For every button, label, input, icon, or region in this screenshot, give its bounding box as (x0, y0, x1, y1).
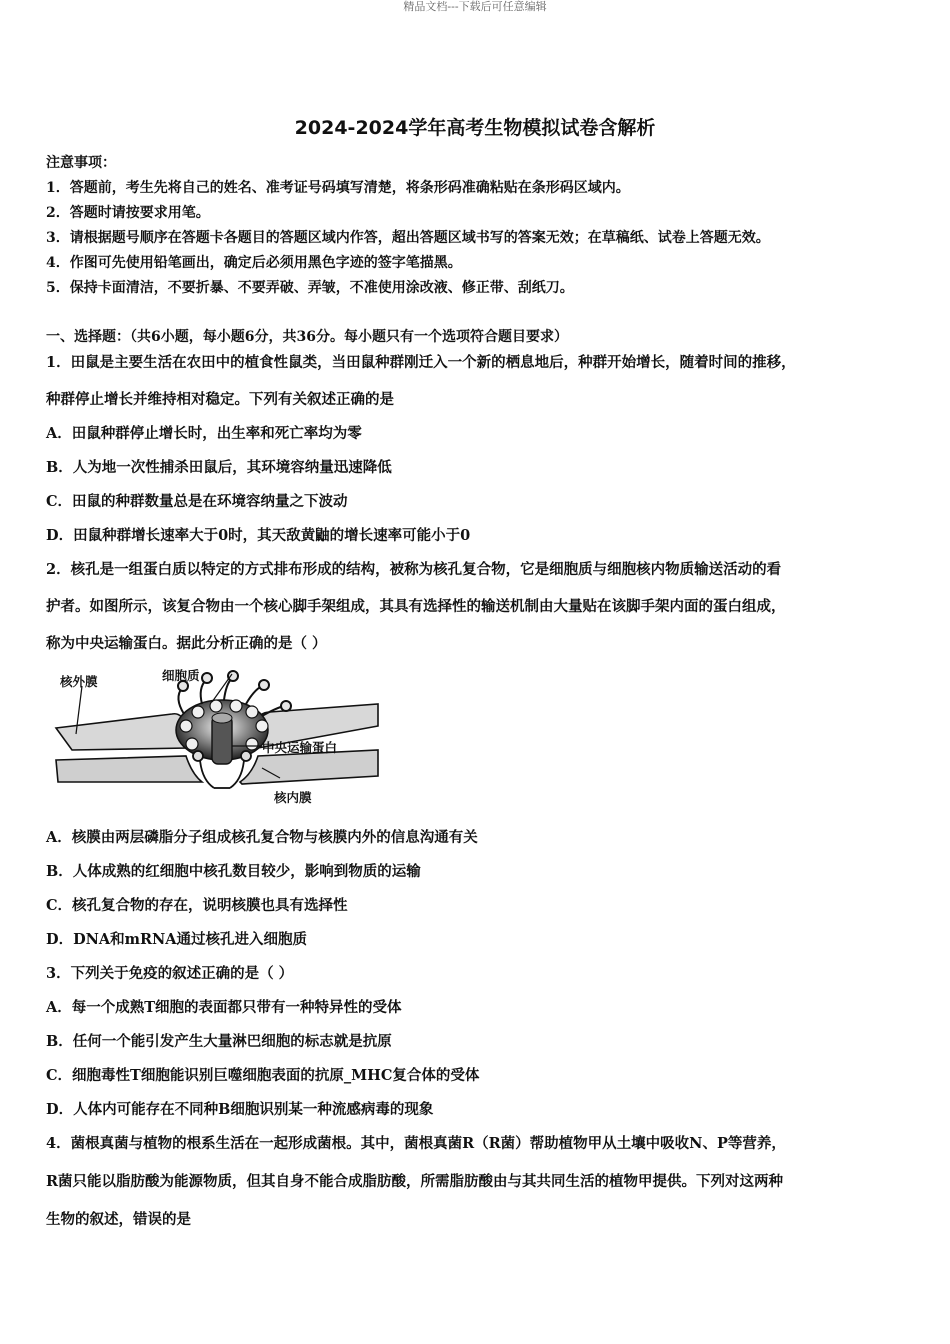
label-outer-membrane: 核外膜 (60, 674, 98, 689)
nuclear-pore-diagram (52, 664, 382, 810)
page-title: 2024-2024学年高考生物模拟试卷含解析 (294, 117, 656, 139)
q2-option-c: C．核孔复合物的存在，说明核膜也具有选择性 (46, 897, 348, 914)
notice-item: 3．请根据题号顺序在答题卡各题目的答题区域内作答，超出答题区域书写的答案无效；在草稿纸、试卷上答题无效。 (46, 230, 770, 246)
q2-option-a: A．核膜由两层磷脂分子组成核孔复合物与核膜内外的信息沟通有关 (46, 829, 478, 846)
q1-option-a: A．田鼠种群停止增长时，出生率和死亡率均为零 (46, 425, 362, 442)
label-inner-membrane: 核内膜 (274, 790, 312, 805)
q2-option-d: D．DNA和mRNA通过核孔进入细胞质 (46, 931, 308, 948)
q4 (46, 1132, 916, 1232)
header-note: 精品文档---下载后可任意编辑 (403, 0, 547, 13)
q1-option-c: C．田鼠的种群数量总是在环境容纳量之下波动 (46, 493, 348, 510)
q2-options (46, 826, 916, 951)
notice-heading: 注意事项： (46, 155, 116, 171)
q1-option-b: B．人为地一次性捕杀田鼠后，其环境容纳量迅速降低 (46, 459, 392, 476)
q4-stem-line: R菌只能以脂肪酸为能源物质，但其自身不能合成脂肪酸，所需脂肪酸由与其共同生活的植物甲提供。下列对这两种 (46, 1173, 784, 1190)
q2-option-b: B．人体成熟的红细胞中核孔数目较少，影响到物质的运输 (46, 863, 421, 880)
q2-stem-line: 称为中央运输蛋白。据此分析正确的是（ ） (46, 635, 327, 652)
q3-option-c: C．细胞毒性T细胞能识别巨噬细胞表面的抗原_MHC复合体的受体 (46, 1067, 480, 1084)
q3-stem-line: 3．下列关于免疫的叙述正确的是（ ） (46, 965, 294, 982)
section-heading: 一、选择题：（共6小题，每小题6分，共36分。每小题只有一个选项符合题目要求） (46, 329, 568, 345)
q4-stem-line: 4．菌根真菌与植物的根系生活在一起形成菌根。其中，菌根真菌R（R菌）帮助植物甲从土壤中吸收N、P等营养， (46, 1135, 786, 1152)
notice-item: 2．答题时请按要求用笔。 (46, 205, 210, 221)
q2-stem-line: 2．核孔是一组蛋白质以特定的方式排布形成的结构，被称为核孔复合物，它是细胞质与细胞核内物质输送活动的看 (46, 561, 782, 578)
q2-stem-line: 护者。如图所示，该复合物由一个核心脚手架组成，其具有选择性的输送机制由大量贴在该脚手架内面的蛋白组成， (46, 598, 786, 615)
q2-stem (46, 558, 916, 658)
q1-option-d: D．田鼠种群增长速率大于0时，其天敌黄鼬的增长速率可能小于0 (46, 527, 471, 544)
q3-option-a: A．每一个成熟T细胞的表面都只带有一种特异性的受体 (46, 999, 402, 1016)
q4-stem-line: 生物的叙述，错误的是 (46, 1211, 191, 1228)
inner-membrane-left (56, 756, 202, 782)
notice-item: 1．答题前，考生先将自己的姓名、准考证号码填写清楚，将条形码准确粘贴在条形码区域内。 (46, 180, 630, 196)
section-choice (46, 326, 916, 551)
q1-stem-line: 1．田鼠是主要生活在农田中的植食性鼠类，当田鼠种群刚迁入一个新的栖息地后，种群开始增长，随着时间的推移， (46, 354, 796, 371)
q1-stem-line: 种群停止增长并维持相对稳定。下列有关叙述正确的是 (46, 391, 394, 408)
q3-option-d: D．人体内可能存在不同种B细胞识别某一种流感病毒的现象 (46, 1101, 434, 1118)
notice-item: 4．作图可先使用铅笔画出，确定后必须用黑色字迹的签字笔描黑。 (46, 255, 462, 271)
label-central-transporter: 中央运输蛋白 (262, 740, 338, 755)
nuclear-pore-figure (52, 664, 382, 810)
label-cytoplasm: 细胞质 (162, 668, 200, 683)
notice-item: 5．保持卡面清洁，不要折暴、不要弄破、弄皱，不准使用涂改液、修正带、刮纸刀。 (46, 280, 574, 296)
notice-section (46, 152, 916, 302)
q3-option-b: B．任何一个能引发产生大量淋巴细胞的标志就是抗原 (46, 1033, 392, 1050)
q3 (46, 962, 916, 1122)
